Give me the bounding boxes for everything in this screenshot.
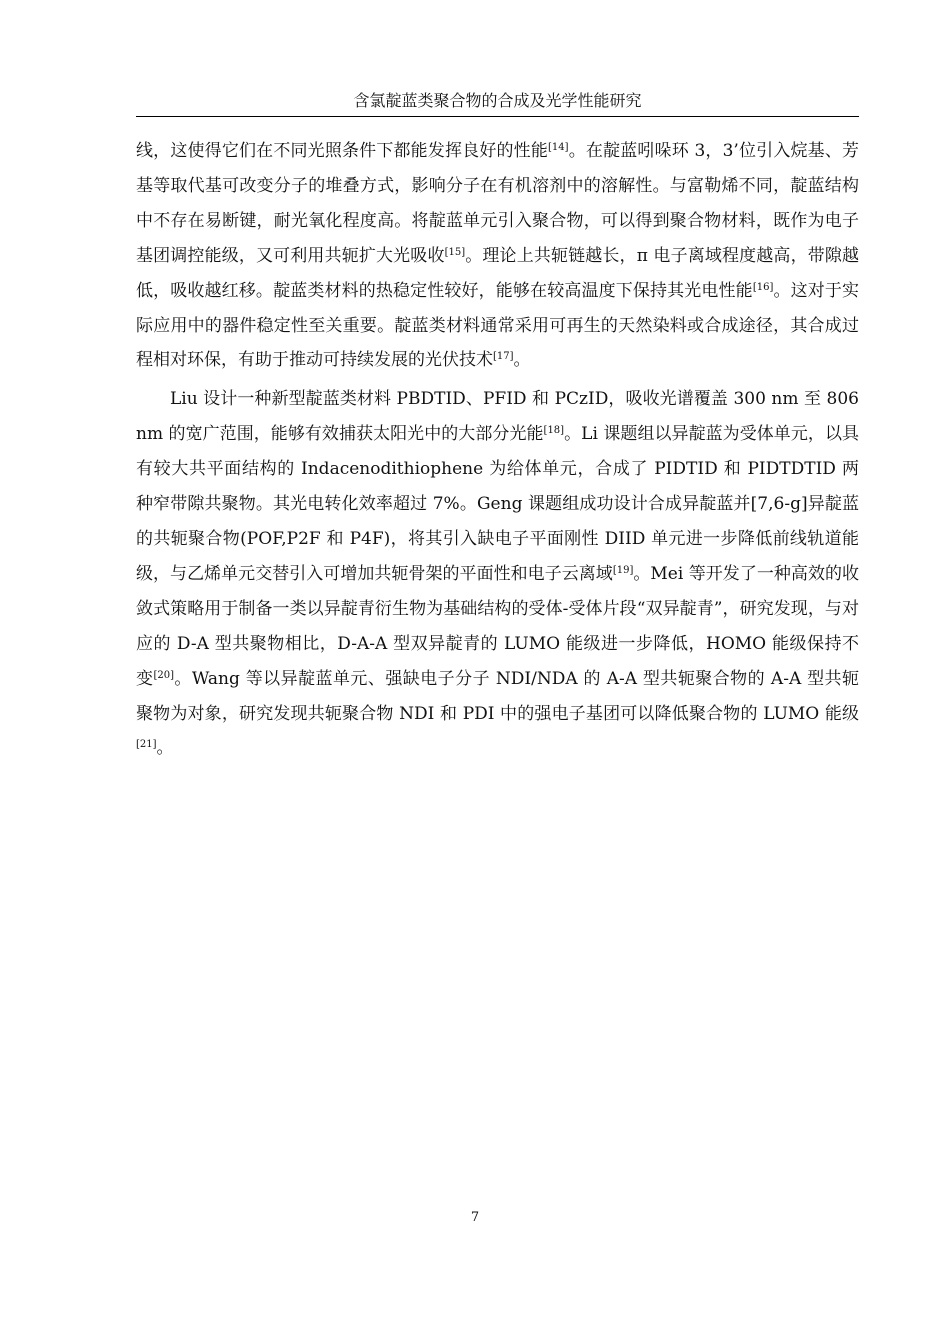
paragraph-text: 线，这使得它们在不同光照条件下都能发挥良好的性能 bbox=[136, 141, 549, 161]
running-header-title: 含氯靛蓝类聚合物的合成及光学性能研究 bbox=[353, 91, 642, 110]
paragraph-text: 。理论上共轭链越长，π 电子离域程度越高，带隙越低，吸收越红移。靛蓝类材料的热稳定性较好，能够在较高温度下保持其光电性能 bbox=[136, 245, 860, 301]
citation-marker: [20] bbox=[153, 669, 174, 681]
paragraph-text: 。Wang 等以异靛蓝单元、强缺电子分子 NDI/NDA 的 A-A 型共轭聚合物的 A-A 型共轭聚物为对象，研究发现共轭聚合物 NDI 和 PDI 中的强电子基团可以降低聚合物的 LUMO 能级 bbox=[136, 668, 859, 724]
page-number bbox=[0, 1208, 950, 1228]
paragraph-2 bbox=[136, 382, 859, 766]
paragraph-text: Liu 设计一种新型靛蓝类材料 PBDTID、PFID 和 PCzID，吸收光谱覆盖 300 nm 至 806 nm 的宽广范围，能够有效捕获太阳光中的大部分光能 bbox=[136, 389, 859, 445]
paragraph-text: 。Li 课题组以异靛蓝为受体单元，以具有较大共平面结构的 Indacenodithiophene 为给体单元，合成了 PIDTID 和 PIDTDTID 两种窄带隙共聚物。其光电转化效率超过 7%。Geng 课题组成功设计合成异靛蓝并[7,6-g]异靛蓝的共轭聚合物(POF,P2F 和 P4F)，将其引入缺电子平面刚性 DIID 单元进一步降低前线轨道能级，与乙烯单元交替引入可增加共轭骨架的平面性和电子云离域 bbox=[136, 424, 859, 584]
paragraph-1 bbox=[136, 134, 859, 378]
citation-marker: [17] bbox=[493, 351, 514, 363]
citation-marker: [15] bbox=[444, 246, 466, 258]
paragraph-text: 。 bbox=[513, 350, 531, 371]
paragraph-text: 。在靛蓝吲哚环 3，3’位引入烷基、芳基等取代基可改变分子的堆叠方式，影响分子在有机溶剂中的溶解性。与富勒烯不同，靛蓝结构中不存在易断键，耐光氧化程度高。将靛蓝单元引入聚合物，可以得到聚合物材料，既作为电子基团调控能级，又可利用共轭扩大光吸收 bbox=[136, 141, 859, 266]
paragraph-text: 。这对于实际应用中的器件稳定性至关重要。靛蓝类材料通常采用可再生的天然染料或合成途径，其合成过程相对环保，有助于推动可持续发展的光伏技术 bbox=[136, 280, 860, 371]
paragraph-text: 。 bbox=[156, 738, 174, 759]
citation-marker: [19] bbox=[612, 564, 634, 576]
citation-marker: [18] bbox=[543, 425, 565, 437]
citation-marker: [21] bbox=[136, 739, 157, 751]
citation-marker: [16] bbox=[752, 281, 774, 293]
page-number-text: 7 bbox=[470, 1210, 480, 1225]
page-body bbox=[136, 134, 859, 770]
paragraph-text: 。Mei 等开发了一种高效的收敛式策略用于制备一类以异靛青衍生物为基础结构的受体-受体片段“双异靛青”，研究发现，与对应的 D-A 型共聚物相比，D-A-A 型双异靛青的 LUMO 能级进一步降低，HOMO 能级保持不变 bbox=[136, 563, 859, 689]
citation-marker: [14] bbox=[548, 142, 569, 153]
running-header bbox=[136, 90, 859, 117]
